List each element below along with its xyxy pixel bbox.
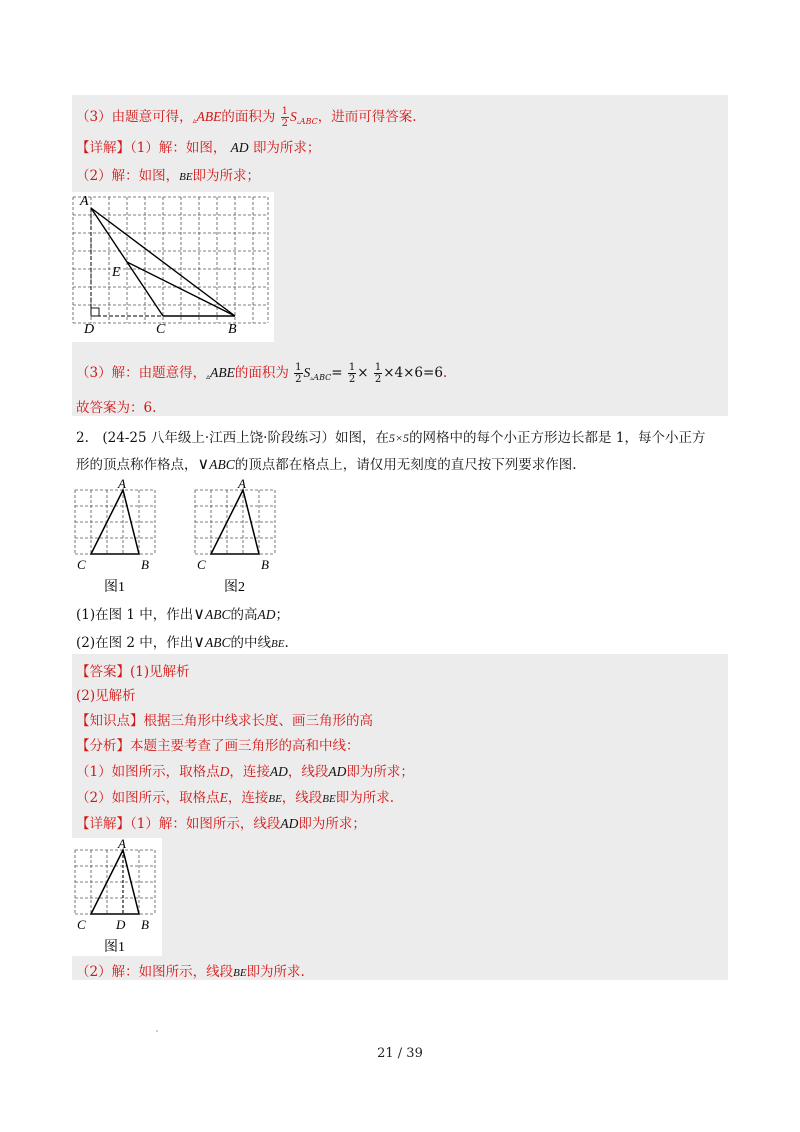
- solution-fig-caption: 图1: [104, 940, 125, 955]
- label-c: C: [156, 322, 166, 337]
- subquestion-2: (2)在图 2 中，作出∨ABC的中线BE.: [76, 632, 289, 651]
- knowledge-point: 【知识点】根据三角形中线求长度、画三角形的高: [76, 713, 373, 729]
- question-2-line-2: 形的顶点称作格点，∨ABC的顶点都在格点上，请仅用无刻度的直尺按下列要求作图.: [76, 454, 577, 473]
- solution-figure-1: [72, 838, 162, 956]
- svg-text:A: A: [118, 478, 126, 491]
- fig-2-caption: 图2: [224, 580, 245, 595]
- final-answer: 故答案为：6.: [76, 400, 157, 416]
- grid-figure-abe: [70, 192, 274, 342]
- svg-text:B: B: [141, 917, 149, 932]
- detail-step-1: 【详解】（1）解：如图所示，线段AD即为所求；: [76, 816, 366, 832]
- page-number: 21 / 39: [377, 1046, 423, 1061]
- label-a: A: [80, 194, 89, 209]
- svg-text:B: B: [141, 557, 149, 572]
- detail-line-2: （2）解：如图，BE即为所求；: [76, 168, 261, 184]
- analysis-step-1: （1）如图所示，取格点D，连接AD，线段AD即为所求；: [76, 764, 414, 780]
- speck: [156, 1030, 158, 1032]
- analysis-line: 【分析】本题主要考查了画三角形的高和中线：: [76, 738, 360, 754]
- svg-text:A: A: [118, 838, 126, 851]
- subquestion-1: (1)在图 1 中，作出∨ABC的高AD；: [76, 604, 290, 623]
- fig-1-caption: 图1: [104, 580, 125, 595]
- svg-text:B: B: [261, 557, 269, 572]
- svg-text:A: A: [238, 478, 246, 491]
- solution-line-3-compute: （3）解：由题意得，▵ABE的面积为 $\frac{1}{2}$ $S_{▵ABC}=$ $\frac{1}{2}$ × $\frac{1}{2}$ ×4×6=6.: [76, 362, 448, 385]
- solution-line-3-analysis: （3）由题意可得，▵ABE的面积为 $\frac{1}{2}$ $S_{▵ABC}$，进而可得答案.: [76, 106, 417, 129]
- label-d: D: [84, 322, 95, 337]
- answer-line-2: (2)见解析: [76, 688, 136, 704]
- question-2-line-1: 2. (24-25 八年级上·江西上饶·阶段练习）如图，在5×5的网格中的每个小正方形边长都是 1，每个小正方: [76, 430, 706, 446]
- question-figure-1: [72, 478, 162, 596]
- svg-text:C: C: [77, 557, 86, 572]
- detail-step-2: （2）解：如图所示，线段BE即为所求.: [76, 964, 305, 980]
- label-e: E: [112, 265, 121, 280]
- answer-line: 【答案】(1)见解析: [76, 664, 190, 680]
- svg-text:C: C: [197, 557, 206, 572]
- question-figure-2: [192, 478, 282, 596]
- svg-text:D: D: [116, 917, 126, 932]
- analysis-step-2: （2）如图所示，取格点E，连接BE，线段BE即为所求.: [76, 790, 395, 806]
- label-b: B: [228, 322, 237, 337]
- detail-line-1: 【详解】（1）解：如图， AD 即为所求；: [76, 140, 321, 156]
- svg-text:C: C: [77, 917, 86, 932]
